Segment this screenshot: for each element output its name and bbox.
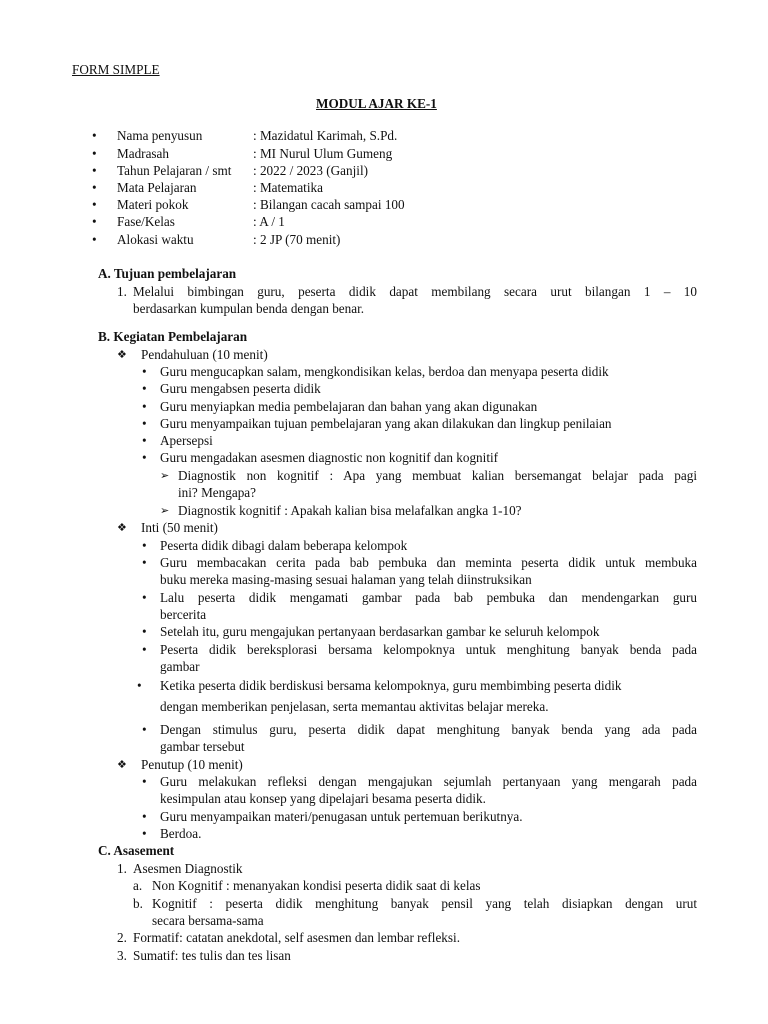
identity-label: Nama penyusun	[117, 128, 203, 143]
bullet-icon	[142, 554, 147, 571]
bullet-icon	[142, 641, 147, 658]
identity-label: Tahun Pelajaran / smt	[117, 163, 232, 178]
inti-title: Inti (50 menit)	[141, 520, 218, 535]
list-item-line: kesimpulan atau konsep yang dipelajari besama peserta didik.	[160, 791, 486, 806]
list-item: Asesmen Diagnostik	[133, 861, 243, 876]
list-item: Guru menyampaikan tujuan pembelajaran yang akan dilakukan dan lingkup penilaian	[160, 416, 612, 431]
form-label: FORM SIMPLE	[72, 62, 160, 77]
list-item-line: Dengan stimulus guru, peserta didik dapat menghitung banyak benda yang ada pada	[160, 722, 697, 737]
bullet-icon	[142, 363, 147, 380]
bullet-icon	[92, 162, 97, 179]
list-item-line: gambar	[160, 659, 200, 674]
identity-value: : 2 JP (70 menit)	[253, 232, 341, 247]
list-item: Berdoa.	[160, 826, 202, 841]
list-item: Formatif: catatan anekdotal, self asesmen dan lembar refleksi.	[133, 930, 460, 945]
list-item-line: dengan memberikan penjelasan, serta memantau aktivitas belajar mereka.	[160, 699, 549, 714]
pendahuluan-title: Pendahuluan (10 menit)	[141, 347, 268, 362]
document-title: MODUL AJAR KE-1	[316, 96, 437, 111]
identity-value: : Bilangan cacah sampai 100	[253, 197, 405, 212]
list-item: Guru menyiapkan media pembelajaran dan bahan yang akan digunakan	[160, 399, 538, 414]
bullet-icon	[92, 179, 97, 196]
list-item-line: gambar tersebut	[160, 739, 245, 754]
identity-label: Mata Pelajaran	[117, 180, 197, 195]
bullet-icon	[142, 380, 147, 397]
bullet-icon	[142, 825, 147, 842]
bullet-icon	[142, 449, 147, 466]
list-number: 1.	[117, 861, 127, 876]
bullet-icon	[142, 808, 147, 825]
arrow-bullet-icon: ➢	[160, 469, 170, 482]
bullet-icon	[92, 127, 97, 144]
bullet-icon	[92, 231, 97, 248]
list-item: Setelah itu, guru mengajukan pertanyaan berdasarkan gambar ke seluruh kelompok	[160, 624, 600, 639]
section-c-heading: C. Asasement	[98, 843, 175, 858]
list-number: 2.	[117, 930, 127, 945]
identity-label: Alokasi waktu	[117, 232, 194, 247]
bullet-icon	[142, 721, 147, 738]
list-item-line: Peserta didik bereksplorasi bersama kelompoknya untuk menghitung banyak benda pada	[160, 642, 697, 657]
list-letter: a.	[133, 878, 143, 893]
list-item-line: Ketika peserta didik berdiskusi bersama kelompoknya, guru membimbing peserta didik	[160, 678, 622, 693]
list-item: Non Kognitif : menanyakan kondisi peserta didik saat di kelas	[152, 878, 481, 893]
list-letter: b.	[133, 896, 143, 911]
list-item: Guru mengucapkan salam, mengkondisikan kelas, berdoa dan menyapa peserta didik	[160, 364, 609, 379]
bullet-icon	[142, 432, 147, 449]
list-item-line: bercerita	[160, 607, 207, 622]
sub-item-line: Diagnostik kognitif : Apakah kalian bisa melafalkan angka 1-10?	[178, 503, 522, 518]
bullet-icon	[142, 589, 147, 606]
diamond-bullet-icon: ❖	[117, 521, 127, 534]
identity-value: : MI Nurul Ulum Gumeng	[253, 146, 393, 161]
list-item: Guru menyampaikan materi/penugasan untuk pertemuan berikutnya.	[160, 809, 523, 824]
bullet-icon	[92, 145, 97, 162]
list-item-line: secara bersama-sama	[152, 913, 264, 928]
list-item-line: Lalu peserta didik mengamati gambar pada bab pembuka dan mendengarkan guru	[160, 590, 697, 605]
section-b-heading: B. Kegiatan Pembelajaran	[98, 329, 248, 344]
identity-value: : 2022 / 2023 (Ganjil)	[253, 163, 369, 178]
bullet-icon	[137, 677, 142, 694]
identity-value: : Mazidatul Karimah, S.Pd.	[253, 128, 398, 143]
arrow-bullet-icon: ➢	[160, 504, 170, 517]
identity-value: : Matematika	[253, 180, 323, 195]
identity-label: Materi pokok	[117, 197, 189, 212]
identity-value: : A / 1	[253, 214, 285, 229]
list-item-line: Guru melakukan refleksi dengan mengajukan sejumlah pertanyaan yang mengarah pada	[160, 774, 697, 789]
list-number: 3.	[117, 948, 127, 963]
identity-label: Madrasah	[117, 146, 169, 161]
list-item-line: buku mereka masing-masing sesuai halaman yang telah diinstruksikan	[160, 572, 532, 587]
objective-line: Melalui bimbingan guru, peserta didik dapat membilang secara urut bilangan 1 – 10	[133, 284, 697, 299]
list-item: Sumatif: tes tulis dan tes lisan	[133, 948, 291, 963]
sub-item-line: Diagnostik non kognitif : Apa yang membuat kalian bersemangat belajar pada pagi	[178, 468, 697, 483]
list-item-line: Kognitif : peserta didik menghitung banyak pensil yang telah disiapkan dengan urut	[152, 896, 697, 911]
bullet-icon	[92, 196, 97, 213]
bullet-icon	[142, 398, 147, 415]
objective-line: berdasarkan kumpulan benda dengan benar.	[133, 301, 365, 316]
section-a-heading: A. Tujuan pembelajaran	[98, 266, 237, 281]
list-item-line: Guru membacakan cerita pada bab pembuka dan meminta peserta didik untuk membuka	[160, 555, 697, 570]
list-item: Guru mengadakan asesmen diagnostic non kognitif dan kognitif	[160, 450, 499, 465]
bullet-icon	[142, 773, 147, 790]
diamond-bullet-icon: ❖	[117, 758, 127, 771]
list-item: Apersepsi	[160, 433, 213, 448]
list-item: Guru mengabsen peserta didik	[160, 381, 321, 396]
penutup-title: Penutup (10 menit)	[141, 757, 243, 772]
bullet-icon	[142, 415, 147, 432]
bullet-icon	[142, 623, 147, 640]
sub-item-line: ini? Mengapa?	[178, 485, 256, 500]
bullet-icon	[142, 537, 147, 554]
diamond-bullet-icon: ❖	[117, 348, 127, 361]
identity-label: Fase/Kelas	[117, 214, 175, 229]
list-item: Peserta didik dibagi dalam beberapa kelompok	[160, 538, 408, 553]
list-number: 1.	[117, 284, 127, 299]
bullet-icon	[92, 213, 97, 230]
